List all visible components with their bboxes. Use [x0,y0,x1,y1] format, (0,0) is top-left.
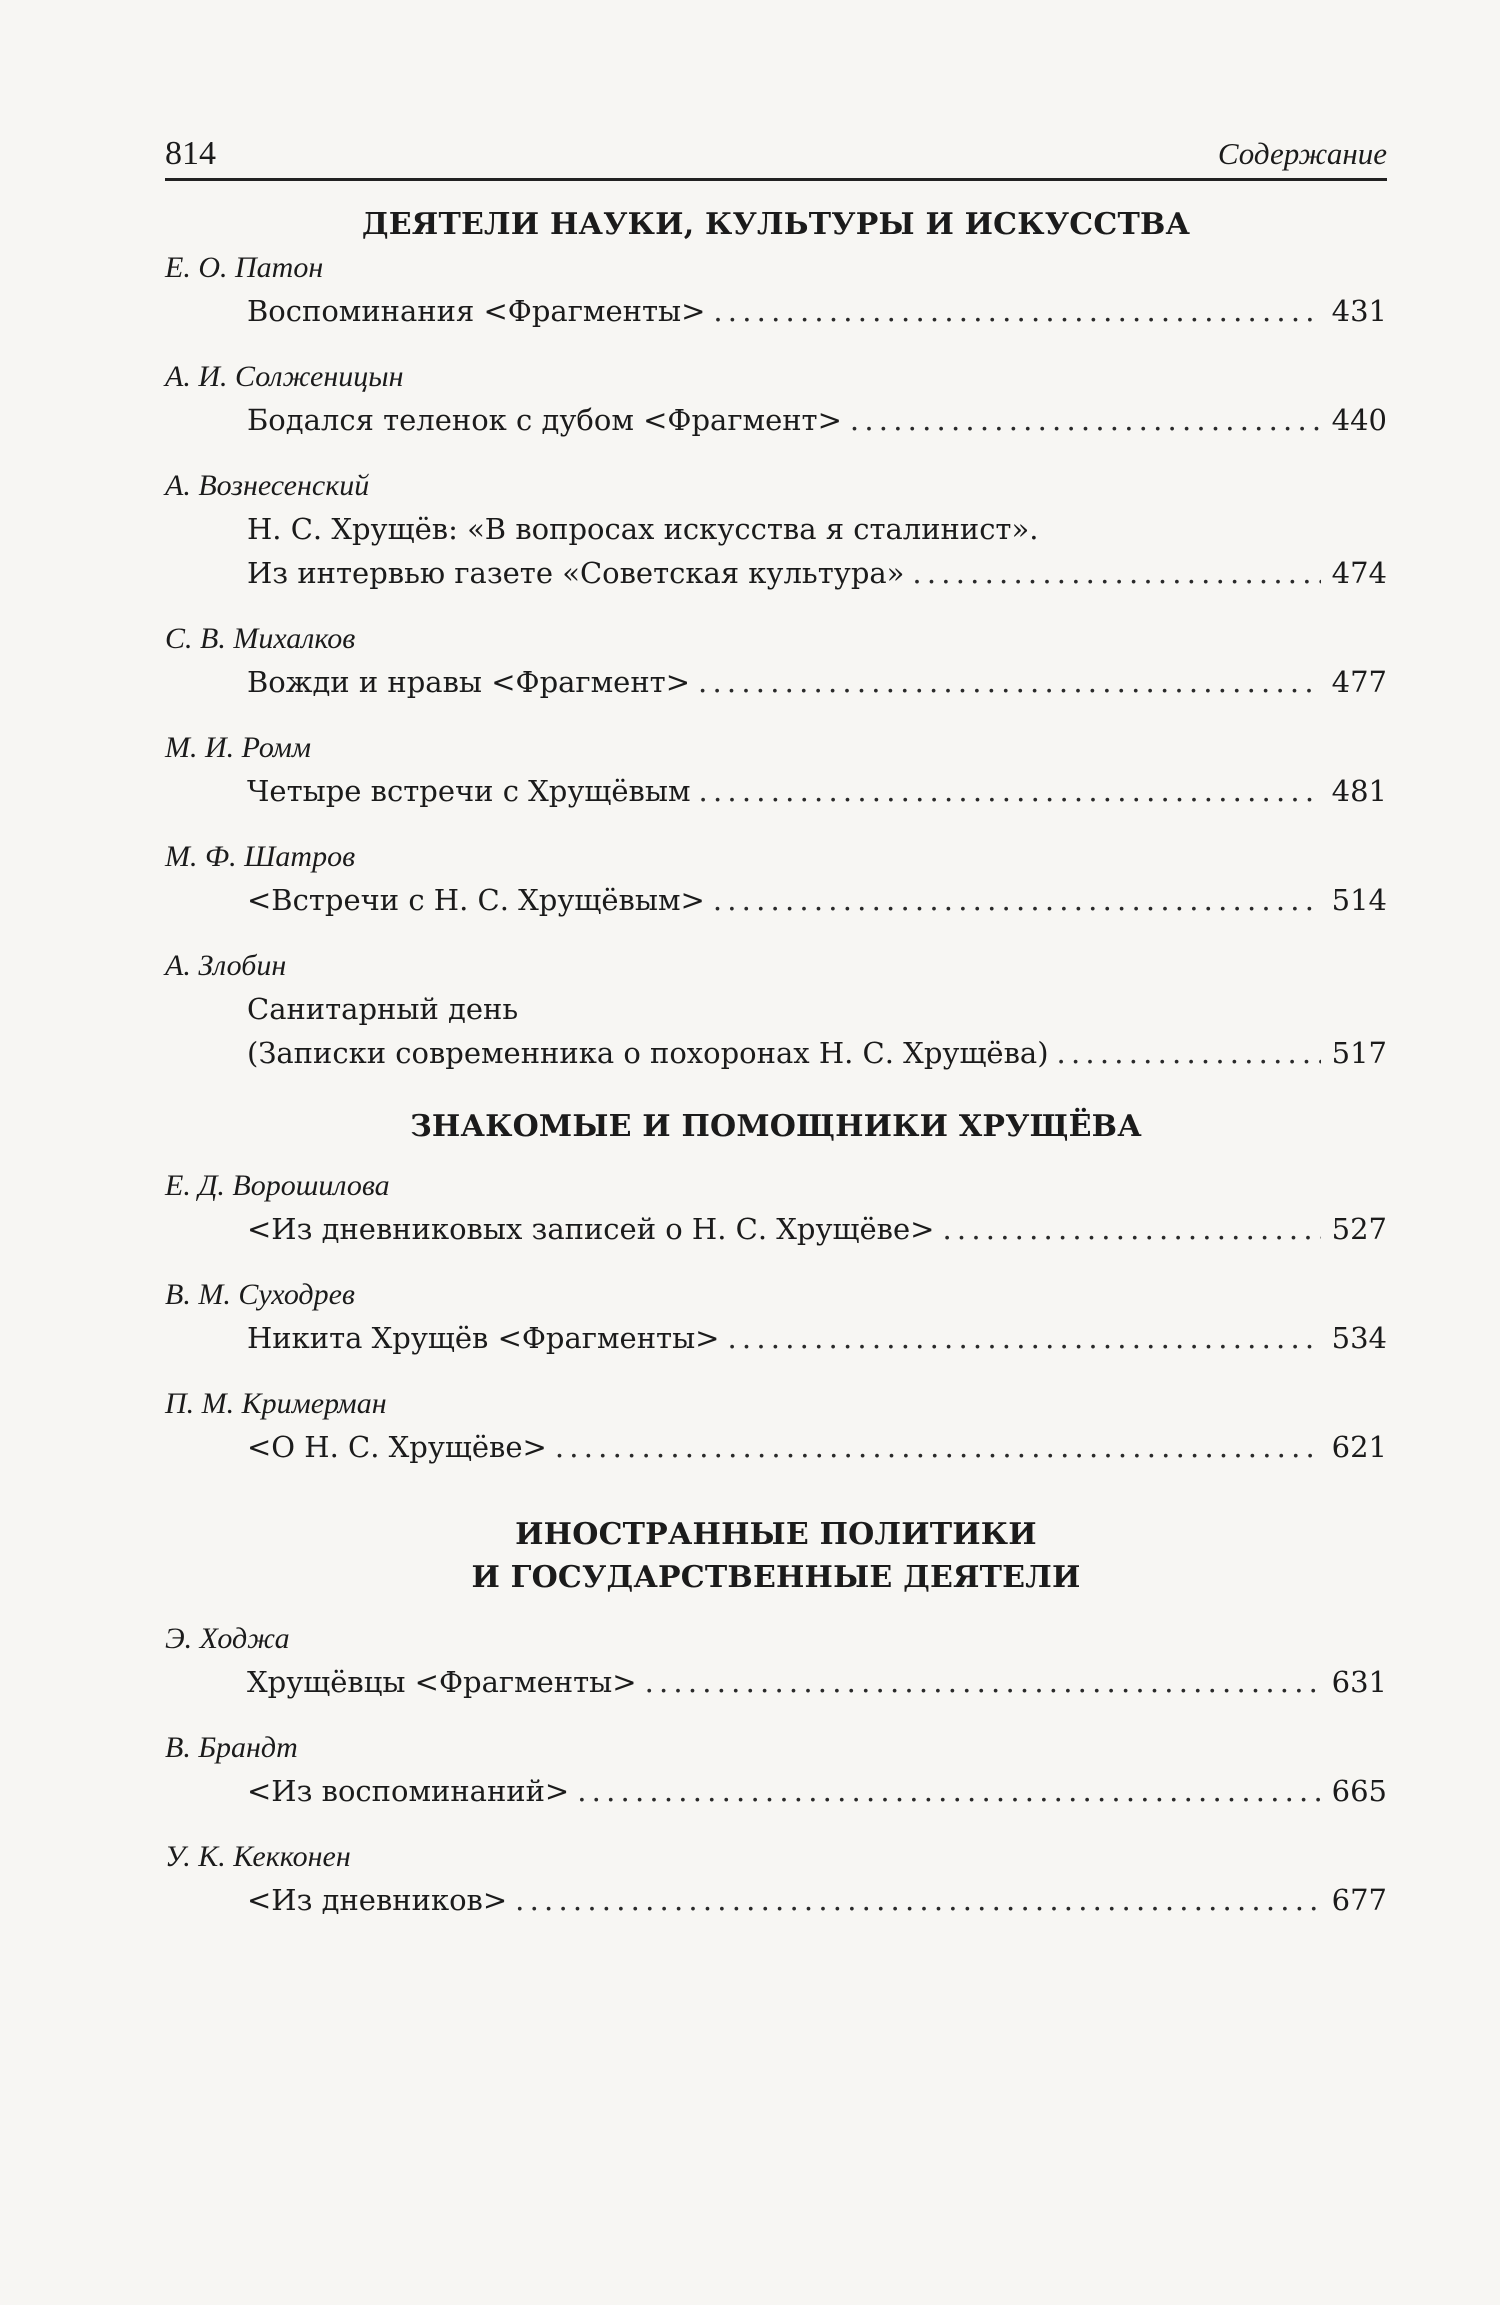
dot-leader [727,1316,1321,1360]
toc-author: У. К. Кекконен [165,1840,351,1873]
entry-page-number: 431 [1331,294,1387,328]
toc-author: М. Ф. Шатров [165,840,356,873]
toc-author: М. И. Ромм [165,731,312,764]
entry-title: <Встречи с Н. С. Хрущёвым> [247,883,705,917]
dot-leader [698,660,1321,704]
toc-author: Э. Ходжа [165,1622,290,1655]
page-number: 814 [165,135,216,172]
toc-author: А. Вознесенский [165,469,370,502]
entry-title: Воспоминания <Фрагменты> [247,294,706,328]
entry-title: Четыре встречи с Хрущёвым [247,774,691,808]
toc-section [165,1105,1387,1469]
entry-page-number: 440 [1331,403,1387,437]
entry-title: (Записки современника о похоронах Н. С. Хрущёва) [247,1036,1049,1070]
entry-page-number: 474 [1331,556,1387,590]
toc-entry [165,1878,1387,1922]
section-title: ДЕЯТЕЛИ НАУКИ, КУЛЬТУРЫ И ИСКУССТВА [361,207,1191,242]
toc-author: В. М. Суходрев [165,1278,355,1311]
entry-title: Хрущёвцы <Фрагменты> [247,1665,637,1699]
dot-leader [912,551,1321,595]
toc-entry [165,878,1387,922]
entry-page-number: 477 [1331,665,1387,699]
toc-author: Е. Д. Ворошилова [165,1169,390,1202]
dot-leader [515,1878,1321,1922]
entry-title: <Из дневников> [247,1883,508,1917]
entry-title: Из интервью газете «Советская культура» [247,556,905,590]
entry-title: Бодался теленок с дубом <Фрагмент> [247,403,842,437]
toc-entry [165,398,1387,442]
section-title: И ГОСУДАРСТВЕННЫЕ ДЕЯТЕЛИ [471,1560,1081,1595]
toc-author: С. В. Михалков [165,622,356,655]
section-title: ЗНАКОМЫЕ И ПОМОЩНИКИ ХРУЩЁВА [410,1109,1142,1144]
entry-page-number: 527 [1331,1212,1387,1246]
entry-title: Санитарный день [247,992,519,1026]
entry-page-number: 481 [1331,774,1387,808]
dot-leader [577,1769,1321,1813]
entry-title: <Из воспоминаний> [247,1774,570,1808]
entry-title: Н. С. Хрущёв: «В вопросах искусства я сталинист». [247,512,1039,546]
toc-entry [165,1316,1387,1360]
running-head [165,118,1387,181]
entry-title: Вожди и нравы <Фрагмент> [247,665,691,699]
running-title: Содержание [1217,136,1387,171]
entry-title: <О Н. С. Хрущёве> [247,1430,547,1464]
toc-entry [165,1769,1387,1813]
entry-title: <Из дневниковых записей о Н. С. Хрущёве> [247,1212,935,1246]
toc-page [165,118,1387,1922]
dot-leader [713,289,1321,333]
entry-page-number: 514 [1331,883,1387,917]
entry-title: Никита Хрущёв <Фрагменты> [247,1321,720,1355]
dot-leader [645,1660,1321,1704]
entry-page-number: 631 [1331,1665,1387,1699]
dot-leader [713,878,1321,922]
entry-page-number: 517 [1331,1036,1387,1070]
toc-entry [165,507,1387,595]
toc-entry [165,769,1387,813]
toc-author: А. Злобин [165,949,287,982]
toc-entry [165,1660,1387,1704]
toc-section [165,203,1387,1075]
dot-leader [942,1207,1321,1251]
toc-entry [165,987,1387,1075]
toc-author: В. Брандт [165,1731,298,1764]
dot-leader [850,398,1321,442]
toc-entry [165,1207,1387,1251]
dot-leader [1057,1031,1321,1075]
toc-entry [165,1425,1387,1469]
entry-page-number: 534 [1331,1321,1387,1355]
toc-entry [165,660,1387,704]
entry-page-number: 677 [1331,1883,1387,1917]
entry-page-number: 665 [1331,1774,1387,1808]
entry-page-number: 621 [1331,1430,1387,1464]
toc-author: А. И. Солженицын [165,360,404,393]
toc-author: П. М. Кримерман [165,1387,387,1420]
toc-section [165,1513,1387,1922]
section-title: ИНОСТРАННЫЕ ПОЛИТИКИ [515,1517,1037,1552]
dot-leader [555,1425,1321,1469]
dot-leader [699,769,1321,813]
toc-author: Е. О. Патон [165,251,324,284]
toc-entry [165,289,1387,333]
